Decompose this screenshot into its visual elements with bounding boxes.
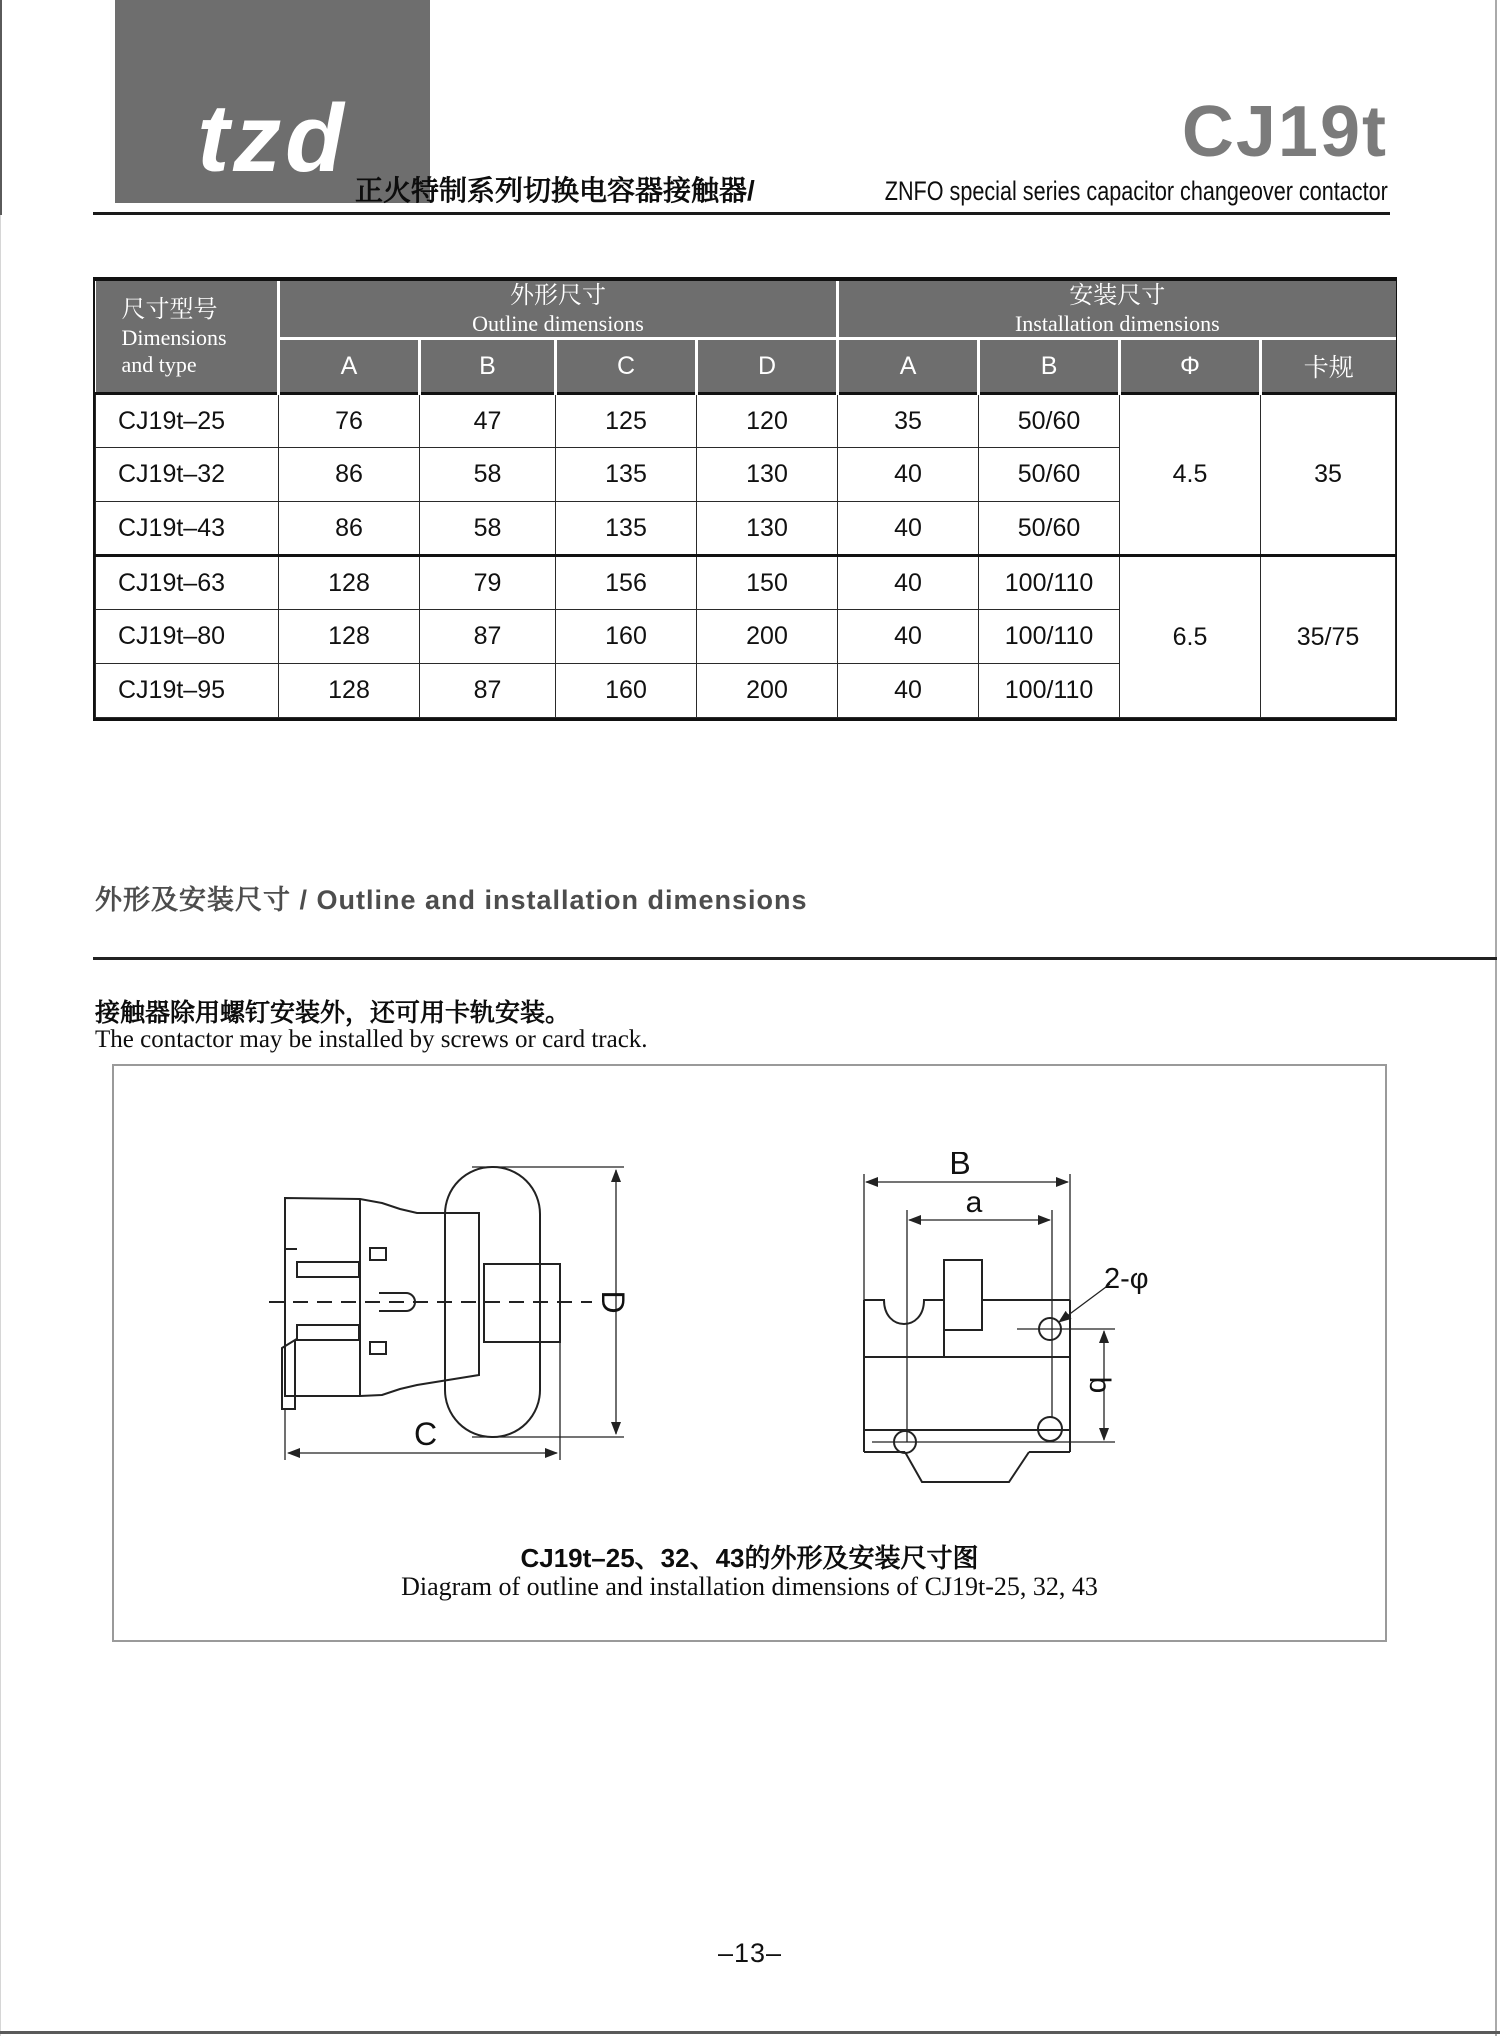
col-install-B: B (979, 339, 1120, 394)
value-cell: 40 (838, 502, 979, 556)
col-install-A: A (838, 339, 979, 394)
page-left-edge (0, 0, 1, 2036)
header-outline-en: Outline dimensions (472, 311, 644, 336)
value-cell: 76 (279, 394, 420, 448)
screw-tab-bottom (370, 1342, 386, 1354)
mounting-foot-top (285, 1198, 297, 1249)
value-cell: 50/60 (979, 502, 1120, 556)
page-bottom-edge (0, 2031, 1500, 2034)
value-cell: 79 (420, 556, 556, 610)
table-row (96, 556, 1396, 610)
hole-leader-line (1059, 1284, 1110, 1322)
model-cell: CJ19t–80 (96, 610, 279, 664)
header-install-zh: 安装尺寸 (1069, 282, 1166, 309)
value-cell: 120 (697, 394, 838, 448)
value-cell: 200 (697, 664, 838, 718)
model-cell: CJ19t–25 (96, 394, 279, 448)
col-outline-D: D (697, 339, 838, 394)
header-type-zh: 尺寸型号 (121, 296, 218, 324)
terminal-slot-bottom (297, 1325, 359, 1340)
product-code-title: CJ19t (1181, 92, 1388, 172)
dimension-C-label: C (414, 1416, 438, 1452)
series-subtitle-en: ZNFO special series capacitor changeover contactor (884, 176, 1388, 206)
value-cell: 135 (556, 502, 697, 556)
section-rule (93, 957, 1497, 960)
value-cell: 150 (697, 556, 838, 610)
install-note-en: The contactor may be installed by screws or card track. (95, 1026, 648, 1053)
header-dimensions-and-type (96, 281, 279, 394)
value-cell: 130 (697, 502, 838, 556)
value-cell: 160 (556, 610, 697, 664)
table-header-columns (96, 339, 1396, 394)
value-cell: 100/110 (979, 664, 1120, 718)
value-cell: 50/60 (979, 448, 1120, 502)
dimensions-table (93, 277, 1397, 721)
value-cell: 58 (420, 502, 556, 556)
col-outline-B: B (420, 339, 556, 394)
value-cell: 135 (556, 448, 697, 502)
phi-merged-cell: 4.5 (1120, 394, 1261, 556)
header-type-en1: Dimensions (121, 325, 227, 351)
hole-count-label: 2-φ (1104, 1263, 1149, 1295)
model-cell: CJ19t–95 (96, 664, 279, 718)
col-outline-C: C (556, 339, 697, 394)
figure-caption-zh: CJ19t–25、32、43的外形及安装尺寸图 (520, 1543, 979, 1573)
value-cell: 128 (279, 610, 420, 664)
dimension-b-label: b (1083, 1376, 1116, 1394)
model-cell: CJ19t–32 (96, 448, 279, 502)
value-cell: 87 (420, 664, 556, 718)
dimension-a-label: a (965, 1186, 983, 1219)
value-cell: 40 (838, 610, 979, 664)
installation-diagram (852, 1152, 1162, 1497)
value-cell: 200 (697, 610, 838, 664)
value-cell: 160 (556, 664, 697, 718)
contactor-body-outline (285, 1198, 479, 1396)
phi-merged-cell: 6.5 (1120, 556, 1261, 718)
model-cell: CJ19t–43 (96, 502, 279, 556)
header-outline-dimensions (279, 281, 838, 339)
model-cell: CJ19t–63 (96, 556, 279, 610)
value-cell: 100/110 (979, 610, 1120, 664)
brand-logo-box (115, 0, 430, 203)
value-cell: 40 (838, 664, 979, 718)
section-heading: 外形及安装尺寸 / Outline and installation dimensions (95, 885, 808, 915)
value-cell: 40 (838, 448, 979, 502)
value-cell: 86 (279, 448, 420, 502)
table-row (96, 394, 1396, 448)
value-cell: 125 (556, 394, 697, 448)
col-outline-A: A (279, 339, 420, 394)
value-cell: 86 (279, 502, 420, 556)
install-note-zh: 接触器除用螺钉安装外，还可用卡轨安装。 (95, 999, 571, 1027)
value-cell: 128 (279, 556, 420, 610)
dimension-D-label: D (595, 1290, 631, 1314)
dimension-B-label: B (949, 1152, 971, 1181)
value-cell: 50/60 (979, 394, 1120, 448)
gauge-merged-cell: 35/75 (1261, 556, 1396, 718)
figure-caption-en: Diagram of outline and installation dimensions of CJ19t-25, 32, 43 (401, 1572, 1098, 1601)
value-cell: 87 (420, 610, 556, 664)
col-install-phi: Φ (1120, 339, 1261, 394)
base-foot-trapezoid (905, 1452, 1029, 1482)
gauge-merged-cell: 35 (1261, 394, 1396, 556)
page-left-edge-top (0, 0, 2, 215)
series-subtitle (355, 176, 1388, 207)
brand-logo: tzd (197, 85, 348, 192)
figure-box (112, 1064, 1387, 1642)
rail-clip-tab (944, 1260, 982, 1330)
page-number: –13– (717, 1938, 783, 1968)
mounting-foot-bottom (282, 1340, 295, 1409)
page-right-edge (1495, 0, 1497, 2036)
outline-diagram (214, 1126, 634, 1476)
header-outline-zh: 外形尺寸 (510, 282, 607, 309)
base-top-edge-notch (864, 1300, 944, 1324)
value-cell: 47 (420, 394, 556, 448)
header-type-en2: and type (121, 351, 197, 377)
header-rule (93, 212, 1390, 215)
value-cell: 40 (838, 556, 979, 610)
terminal-slot-top (297, 1262, 359, 1277)
value-cell: 130 (697, 448, 838, 502)
dimensions-table-grid (95, 281, 1396, 718)
header-installation-dimensions (838, 281, 1396, 339)
value-cell: 58 (420, 448, 556, 502)
value-cell: 35 (838, 394, 979, 448)
col-install-gauge: 卡规 (1261, 339, 1396, 394)
value-cell: 100/110 (979, 556, 1120, 610)
table-header-groups (96, 281, 1396, 339)
screw-tab-top (370, 1248, 386, 1260)
series-subtitle-zh: 正火特制系列切换电容器接触器/ (354, 175, 755, 206)
value-cell: 156 (556, 556, 697, 610)
value-cell: 128 (279, 664, 420, 718)
header-install-en: Installation dimensions (1014, 311, 1220, 336)
